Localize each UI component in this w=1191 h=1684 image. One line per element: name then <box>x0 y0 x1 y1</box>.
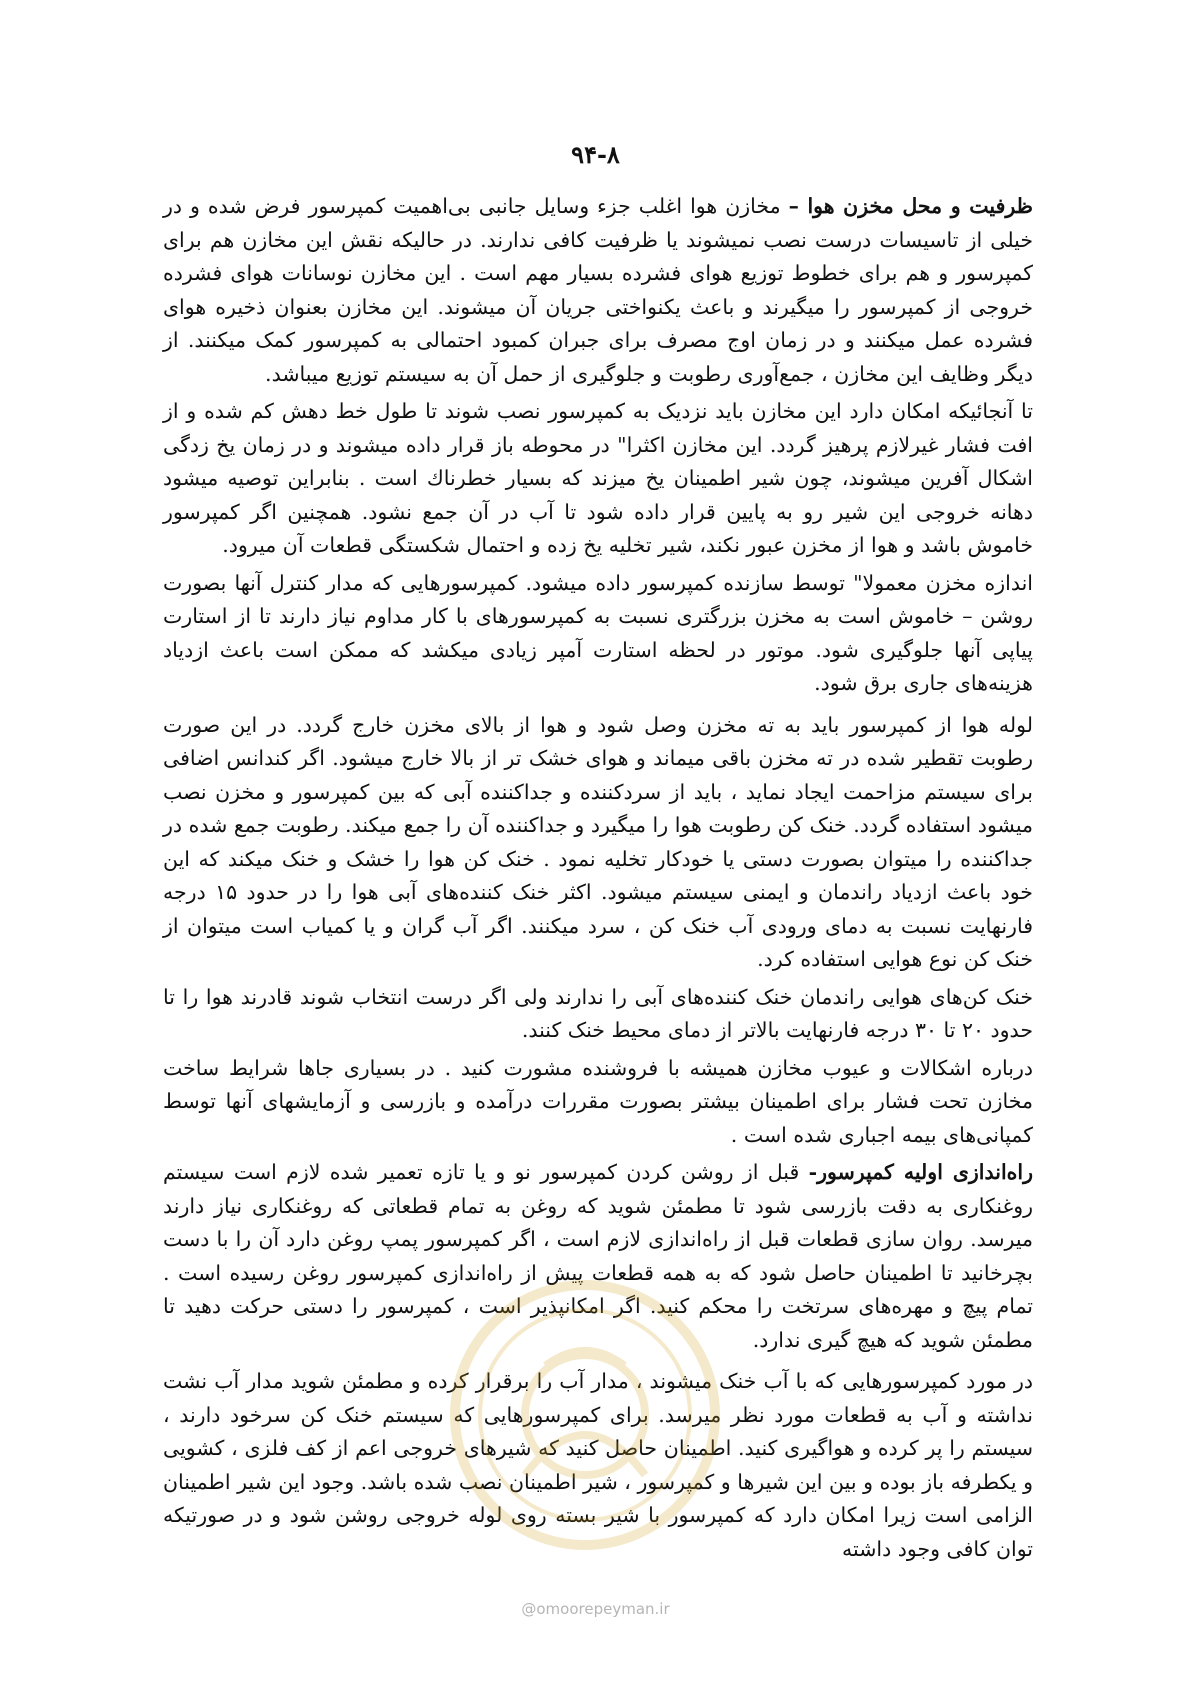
paragraph-text: تا آنجائیکه امکان دارد این مخازن باید نزدیک به کمپرسور نصب شوند تا طول خط دهش کم شده و از افت فشار غیرلازم پرهیز گردد. این مخازن اکثرا" در محوطه باز قرار داده میشوند و در زمان یخ زدگی اشکال آفرین میشوند، چون شیر اطمینان یخ میزند که بسیار خطرناك است . بنابراین توصیه میشود دهانه خروجی این شیر رو به پایین قرار داده شود تا آب در آن جمع نشود. همچنین اگر کمپرسور خاموش باشد و هوا از مخزن عبور نکند، شیر تخلیه یخ زده و احتمال شکستگی قطعات آن میرود. <box>163 399 1033 557</box>
paragraph-air-coolers <box>163 981 1033 1048</box>
paragraph-text: در مورد کمپرسورهایی که با آب خنک میشوند ، مدار آب را برقرار کرده و مطمئن شوید مدار آب نشت نداشته و آب به قطعات مورد نظر میرسد. برای کمپرسورهایی که سیستم خنک کن سرخود دارند ، سیستم را پر کرده و هواگیری کنید. اطمینان حاصل کنید که شیرهای خروجی اعم از کف فلزی ، کشویی و یکطرفه باز بوده و بین این شیرها و کمپرسور ، شیر اطمینان نصب شده باشد. وجود این شیر اطمینان الزامی است زیرا امکان دارد که کمپرسور با شیر بسته روی لوله خروجی روشن شود و در صورتیکه توان کافی وجود داشته <box>163 1369 1033 1561</box>
paragraph-initial-startup <box>163 1156 1033 1357</box>
watermark-url: @omoorepeyman.ir <box>521 1600 670 1618</box>
paragraph-text: اندازه مخزن معمولا" توسط سازنده کمپرسور داده میشود. کمپرسورهایی که مدار کنترل آنها بصورت روشن – خاموش است به مخزن بزرگتری نسبت به کمپرسورهای با کار مداوم نیاز دارند تا از استارت پیاپی آنها جلوگیری شود. موتور در لحظه استارت آمپر زیادی میکشد که ممکن است باعث ازدیاد هزینه‌های جاری برق شود. <box>163 570 1033 695</box>
paragraph-tank-capacity <box>163 190 1033 391</box>
paragraph-tank-size <box>163 567 1033 701</box>
paragraph-text: درباره اشکالات و عیوب مخازن همیشه با فروشنده مشورت کنید . در بسیاری جاها شرایط ساخت مخازن تحت فشار برای اطمینان بیشتر بصورت مقررات درآمده و بازرسی و آزمایشهای آنها توسط کمپانی‌های بیمه اجباری شده است . <box>163 1055 1033 1147</box>
paragraph-text: قبل از روشن کردن کمپرسور نو و یا تازه تعمیر شده لازم است سیستم روغنکاری به دقت بازرسی شود تا مطمئن شوید که روغن به تمام قطعاتی که روغنکاری نیاز دارند میرسد. روان سازی قطعات قبل از راه‌اندازی لازم است ، اگر کمپرسور پمپ روغن دارد آن را با دست بچرخانید تا اطمینان حاصل شود که به همه قطعات پیش از راه‌اندازی کمپرسور روغن رسیده است . تمام پیچ و مهره‌های سرتخت را محکم کنید. اگر امکانپذیر است ، کمپرسور را دستی حرکت دهید تا مطمئن شوید که هیچ گیری ندارد. <box>163 1160 1033 1352</box>
paragraph-water-cooled <box>163 1365 1033 1566</box>
paragraph-text: مخازن هوا اغلب جزء وسایل جانبی بی‌اهمیت کمپرسور فرض شده و در خیلی از تاسیسات درست نصب نمیشوند یا ظرفیت کافی ندارند. در حالیکه نقش این مخازن هم برای کمپرسور و هم برای خطوط توزیع هوای فشرده بسیار مهم است . این مخازن نوسانات هوای فشرده خروجی از کمپرسور را میگیرند و باعث یکنواختی جریان آن میشوند. این مخازن بعنوان ذخیره هوای فشرده عمل میکنند و در زمان اوج مصرف برای جبران کمبود احتمالی به کمپرسور کمک میکنند. از دیگر وظایف این مخازن ، جمع‌آوری رطوبت و جلوگیری از حمل آن به سیستم توزیع میباشد. <box>163 194 1033 386</box>
section-heading-initial-startup: راه‌اندازی اولیه کمپرسور- <box>808 1160 1033 1184</box>
document-body <box>163 190 1033 1570</box>
section-heading-tank-capacity: ظرفیت و محل مخزن هوا – <box>788 194 1033 218</box>
page-number: ۹۴-۸ <box>571 140 620 169</box>
paragraph-air-pipe <box>163 709 1033 977</box>
paragraph-tank-defects <box>163 1052 1033 1153</box>
paragraph-text: خنک کن‌های هوایی راندمان خنک کننده‌های آبی را ندارند ولی اگر درست انتخاب شوند قادرند هوا را تا حدود ۲۰ تا ۳۰ درجه فارنهایت بالاتر از دمای محیط خنک کنند. <box>163 984 1033 1042</box>
paragraph-tank-location <box>163 395 1033 563</box>
paragraph-text: لوله هوا از کمپرسور باید به ته مخزن وصل شود و هوا از بالای مخزن خارج گردد. در این صورت رطوبت تقطیر شده در ته مخزن باقی میماند و هوای خشک تر از بالا خارج میشود. اگر کندانس اضافی برای سیستم مزاحمت ایجاد نماید ، باید از سردکننده و جداکننده آبی که بین کمپرسور و مخزن نصب میشود استفاده گردد. خنک کن رطوبت هوا را میگیرد و جداکننده آن را جمع میکند. رطوبت جمع شده در جداکننده را میتوان بصورت دستی یا خودکار تخلیه نمود . خنک کن هوا را خشک و خنک میکند که این خود باعث ازدیاد راندمان و ایمنی سیستم میشود. اکثر خنک کننده‌های آبی هوا را در حدود ۱۵ درجه فارنهایت نسبت به دمای ورودی آب خنک کن ، سرد میکنند. اگر آب گران و یا کمیاب است میتوان از خنک کن نوع هوایی استفاده کرد. <box>163 712 1033 971</box>
